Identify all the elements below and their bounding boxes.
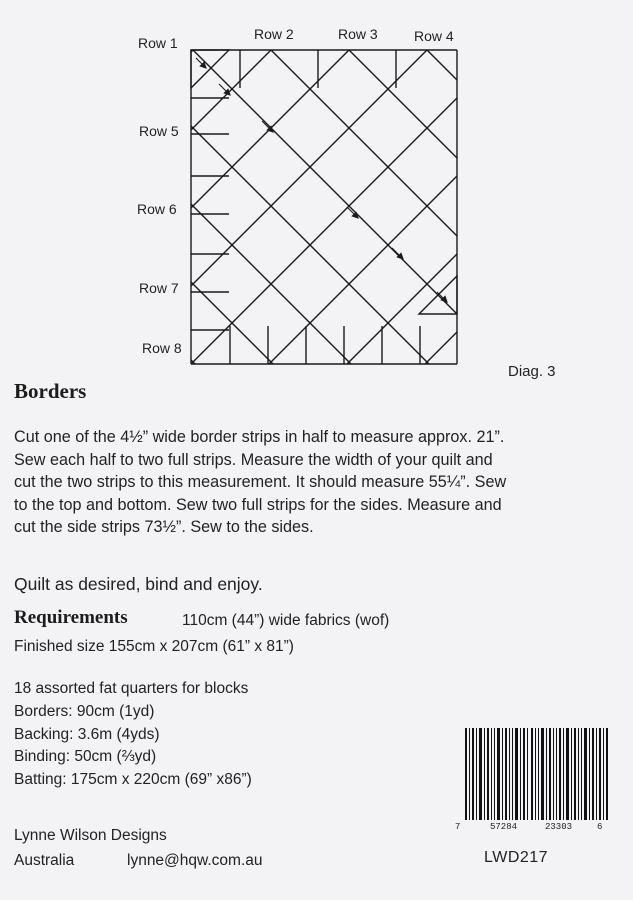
- barcode: [455, 724, 615, 824]
- barcode-bar: [549, 728, 551, 820]
- barcode-bar: [541, 728, 544, 820]
- diagram-caption: Diag. 3: [508, 363, 556, 380]
- barcode-bar: [505, 728, 507, 820]
- barcode-bar: [538, 728, 539, 820]
- finishing-note: Quilt as desired, bind and enjoy.: [14, 574, 263, 594]
- designer-country: Australia: [14, 852, 75, 869]
- barcode-bar: [546, 728, 547, 820]
- barcode-bar: [469, 728, 470, 820]
- barcode-bar: [465, 728, 467, 820]
- grid-line: [347, 254, 457, 364]
- list-item: Backing: 3.6m (4yds): [14, 725, 160, 743]
- barcode-digit-last: 6: [597, 822, 603, 832]
- list-item: Borders: 90cm (1yd): [14, 702, 155, 720]
- barcode-bar: [596, 728, 597, 820]
- grid-line: [191, 50, 427, 286]
- row-label-5: Row 5: [139, 123, 179, 139]
- grid-line: [269, 176, 457, 364]
- requirements-heading: Requirements: [14, 607, 128, 628]
- barcode-bar: [571, 728, 572, 820]
- finished-size: Finished size 155cm x 207cm (61” x 81”): [14, 638, 294, 655]
- grid-line: [271, 50, 457, 236]
- row-label-7: Row 7: [139, 280, 179, 296]
- barcode-bar: [559, 728, 561, 820]
- barcode-bar: [584, 728, 587, 820]
- pattern-code: LWD217: [484, 849, 549, 866]
- borders-heading: Borders: [14, 379, 87, 403]
- barcode-bar: [606, 728, 608, 820]
- borders-line: Sew each half to two full strips. Measure the width of your quilt and: [14, 450, 493, 469]
- borders-instructions: [14, 426, 626, 539]
- barcode-digits-right: 23303: [545, 822, 573, 832]
- designer-name: Lynne Wilson Designs: [14, 827, 167, 844]
- row-label-2: Row 2: [254, 26, 294, 42]
- list-item: 18 assorted fat quarters for blocks: [14, 680, 249, 697]
- barcode-bar: [603, 728, 604, 820]
- list-item: Batting: 175cm x 220cm (69” x86”): [14, 771, 252, 789]
- barcode-bar: [479, 728, 482, 820]
- barcode-bar: [592, 728, 594, 820]
- row-label-6: Row 6: [137, 201, 177, 217]
- barcode-digit-first: 7: [455, 822, 461, 832]
- corner-triangle-top-left: [191, 50, 229, 88]
- barcode-bar: [509, 728, 510, 820]
- barcode-bar: [520, 728, 521, 820]
- designer-email: lynne@hqw.com.au: [127, 852, 263, 869]
- barcode-bar: [566, 728, 569, 820]
- barcode-bar: [515, 728, 518, 820]
- barcode-bar: [599, 728, 601, 820]
- barcode-bar: [476, 728, 477, 820]
- grid-line: [191, 50, 271, 130]
- barcode-bar: [502, 728, 503, 820]
- fabric-width-note: 110cm (44”) wide fabrics (wof): [182, 612, 390, 629]
- barcode-bar: [589, 728, 590, 820]
- grid-line: [193, 50, 457, 314]
- barcode-bar: [484, 728, 485, 820]
- barcode-bar: [535, 728, 536, 820]
- barcode-bar: [553, 728, 554, 820]
- barcode-bar: [472, 728, 474, 820]
- barcode-bar: [563, 728, 564, 820]
- list-item: Binding: 50cm (⅔yd): [14, 748, 157, 766]
- borders-line: cut the side strips 73½”. Sew to the sides.: [14, 518, 314, 536]
- row-label-4: Row 4: [414, 28, 454, 44]
- requirements-list: [14, 678, 252, 792]
- grid-line: [191, 98, 457, 364]
- barcode-bar: [531, 728, 533, 820]
- barcode-bar: [491, 728, 492, 820]
- barcode-bar: [512, 728, 513, 820]
- barcode-bar: [487, 728, 489, 820]
- barcode-bar: [523, 728, 525, 820]
- borders-line: cut the two strips to this measurement. It should measure 55¼”. Sew: [14, 473, 507, 491]
- grid-line: [349, 50, 457, 158]
- barcode-bar: [578, 728, 579, 820]
- quilt-assembly-diagram: [0, 0, 633, 380]
- barcode-bar: [497, 728, 500, 820]
- barcode-bar: [494, 728, 495, 820]
- borders-line: Cut one of the 4½” wide border strips in half to measure approx. 21”.: [14, 428, 505, 446]
- barcode-bar: [581, 728, 582, 820]
- barcode-bar: [574, 728, 576, 820]
- row-label-3: Row 3: [338, 26, 378, 42]
- borders-line: to the top and bottom. Sew two full strips for the sides. Measure and: [14, 495, 502, 514]
- row-label-8: Row 8: [142, 340, 182, 356]
- barcode-bar: [556, 728, 557, 820]
- grid-line: [427, 50, 457, 80]
- row-label-1: Row 1: [138, 35, 178, 51]
- barcode-digits-left: 57284: [490, 822, 518, 832]
- grid-line: [425, 332, 457, 364]
- barcode-bar: [527, 728, 528, 820]
